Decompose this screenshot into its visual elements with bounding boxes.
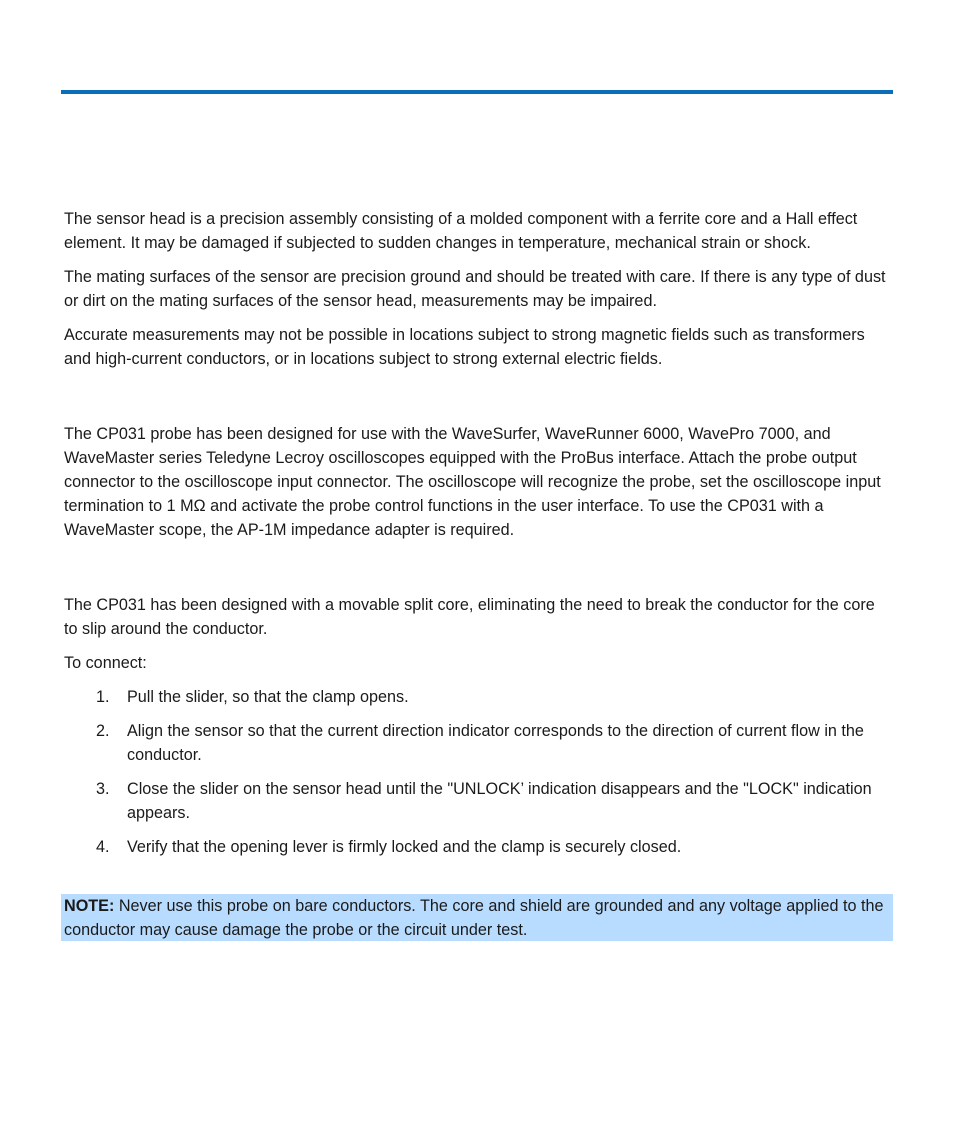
document-body	[64, 207, 892, 869]
list-item	[64, 685, 892, 709]
step-number: 2.	[96, 722, 110, 740]
sensor-care-paragraph-2: The mating surfaces of the sensor are precision ground and should be treated with care. If there is any type of dust or dirt on the mating surfaces of the sensor head, measurements may be impaired.	[64, 268, 886, 310]
step-text: Pull the slider, so that the clamp opens.	[127, 688, 409, 706]
step-number: 4.	[96, 838, 110, 856]
compatibility-paragraph: The CP031 probe has been designed for use with the WaveSurfer, WaveRunner 6000, WavePro 7000, and WaveMaster series Teledyne Lecroy oscilloscopes equipped with the ProBus interface. Attach the probe output connector to the oscilloscope input connector. The oscilloscope will recognize the probe, set the oscilloscope input termination to 1 MΩ and activate the probe control functions in the user interface. To use the CP031 with a WaveMaster scope, the AP-1M impedance adapter is required.	[64, 425, 881, 539]
note-text: Never use this probe on bare conductors. The core and shield are grounded and any voltage applied to the conductor may cause damage the probe or the circuit under test.	[64, 897, 884, 939]
connect-intro: To connect:	[64, 654, 147, 672]
header-rule	[61, 90, 893, 94]
note-label: NOTE:	[64, 897, 115, 915]
sensor-care-paragraph-1: The sensor head is a precision assembly consisting of a molded component with a ferrite core and a Hall effect element. It may be damaged if subjected to sudden changes in temperature, mechanical strain or shock.	[64, 210, 858, 252]
step-number: 1.	[96, 688, 110, 706]
split-core-paragraph: The CP031 has been designed with a movable split core, eliminating the need to break the conductor for the core to slip around the conductor.	[64, 596, 875, 638]
connect-steps-list	[64, 685, 892, 859]
sensor-care-paragraph-3: Accurate measurements may not be possible in locations subject to strong magnetic fields such as transformers and high-current conductors, or in locations subject to strong external electric fields.	[64, 326, 865, 368]
step-text: Verify that the opening lever is firmly locked and the clamp is securely closed.	[127, 838, 682, 856]
note-callout	[61, 894, 893, 941]
list-item	[64, 835, 892, 859]
list-item	[64, 719, 892, 767]
list-item	[64, 777, 892, 825]
step-text: Align the sensor so that the current direction indicator corresponds to the direction of current flow in the conductor.	[127, 722, 864, 764]
step-number: 3.	[96, 780, 110, 798]
step-text: Close the slider on the sensor head until the "UNLOCK’ indication disappears and the "LOCK" indication appears.	[127, 780, 872, 822]
